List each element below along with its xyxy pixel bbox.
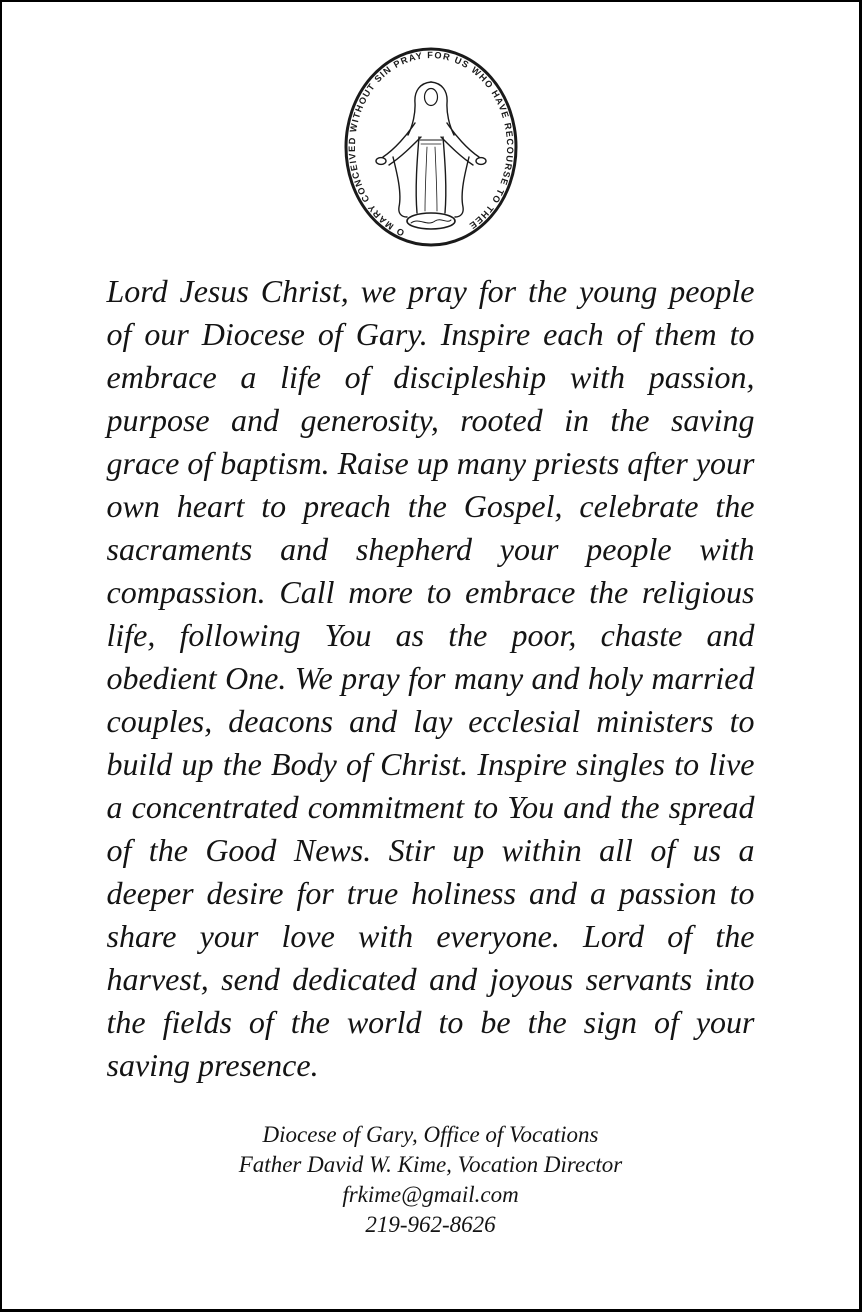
- footer-email: frkime@gmail.com: [342, 1182, 519, 1207]
- miraculous-medal-image: [341, 45, 521, 250]
- medal-arc-text: O MARY CONCEIVED WITHOUT SIN PRAY FOR US WHO HAVE RECOURSE TO THEE: [346, 50, 515, 238]
- prayer-text: Lord Jesus Christ, we pray for the young people of our Diocese of Gary. Inspire each of them to embrace a life of discipleship with passion, purpose and generosity, rooted in the saving grace of baptism. Raise up many priests after your own heart to preach the Gospel, celebrate the sacraments and shepherd your people with compassion. Call more to embrace the religious life, following You as the poor, chaste and obedient One. We pray for many and holy married couples, deacons and lay ecclesial ministers to build up the Body of Christ. Inspire singles to live a concentrated commitment to You and the spread of the Good News. Stir up within all of us a deeper desire for true holiness and a passion to share your love with everyone. Lord of the harvest, send dedicated and joyous servants into the fields of the world to be the sign of your saving presence.: [106, 273, 755, 1083]
- miraculous-medal-icon: [341, 45, 521, 250]
- footer-phone: 219-962-8626: [365, 1212, 496, 1237]
- contact-footer: [2, 1120, 859, 1240]
- footer-director: Father David W. Kime, Vocation Director: [238, 1152, 623, 1177]
- footer-organization: Diocese of Gary, Office of Vocations: [262, 1122, 599, 1147]
- mary-figure: [376, 82, 486, 229]
